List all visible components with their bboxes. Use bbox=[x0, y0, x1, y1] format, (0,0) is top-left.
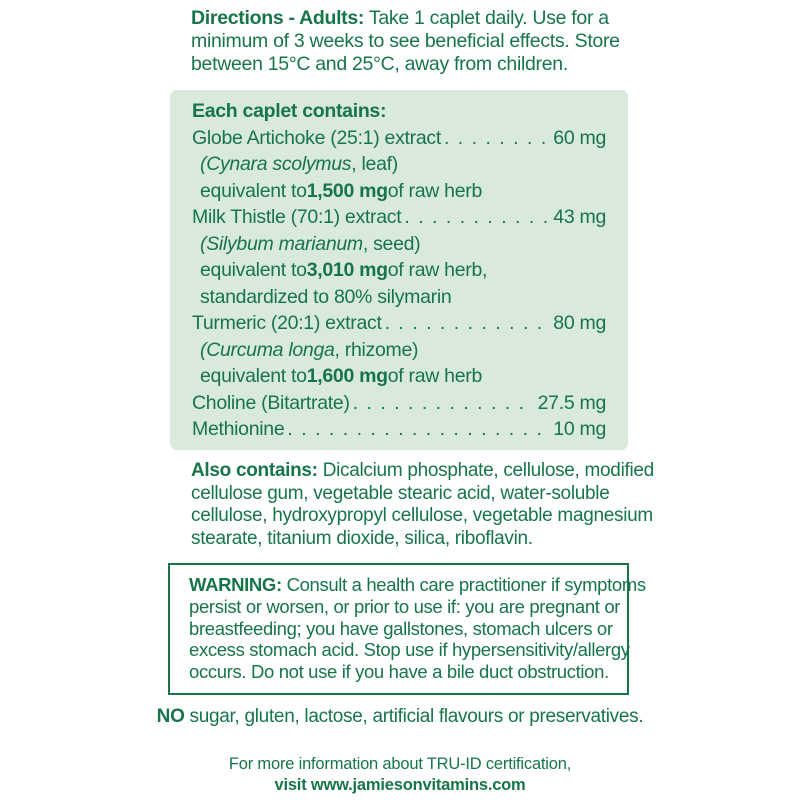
medicinal-ingredients-box bbox=[170, 90, 628, 450]
ingredient-row bbox=[192, 310, 606, 337]
text-line bbox=[191, 30, 620, 53]
text-segment: excess stomach acid. Stop use if hypersensitivity/allergy bbox=[189, 639, 630, 661]
ingredient-name: Choline (Bitartrate) bbox=[192, 391, 350, 414]
text-segment: occurs. Do not use if you have a bile duct obstruction. bbox=[189, 661, 609, 683]
ingredient-amount: 43 mg bbox=[553, 206, 606, 228]
ingredient-subline bbox=[192, 284, 606, 311]
ingredient-row bbox=[192, 416, 606, 443]
text-segment: equivalent to bbox=[200, 259, 307, 281]
ingredient-subline bbox=[192, 231, 606, 258]
text-line bbox=[191, 528, 654, 551]
text-line bbox=[191, 7, 620, 30]
ingredient-subline bbox=[192, 257, 606, 284]
text-segment: NO bbox=[156, 706, 185, 727]
text-segment: Take 1 caplet daily. Use for a bbox=[364, 7, 609, 29]
text-segment: cellulose gum, vegetable stearic acid, water-soluble bbox=[191, 482, 610, 504]
text-line bbox=[191, 483, 654, 506]
text-line bbox=[189, 618, 611, 640]
text-segment: 1,600 mg bbox=[306, 365, 388, 387]
text-segment: (Silybum marianum bbox=[200, 232, 363, 255]
text-line bbox=[191, 53, 620, 76]
ingredient-name: Globe Artichoke (25:1) extract bbox=[192, 126, 441, 149]
text-line bbox=[189, 639, 630, 661]
text-segment: (Curcuma longa bbox=[200, 338, 335, 361]
text-line bbox=[189, 595, 621, 618]
text-segment: , seed) bbox=[362, 232, 421, 255]
text-segment: of raw herb, bbox=[387, 259, 488, 281]
ingredient-row bbox=[192, 125, 606, 152]
footer-info-line: For more information about TRU-ID certification, bbox=[228, 755, 572, 773]
text-segment: sugar, gluten, lactose, artificial flavours or preservatives. bbox=[184, 706, 644, 727]
text-segment: stearate, titanium dioxide, silica, riboflavin. bbox=[191, 527, 533, 549]
ingredient-subline bbox=[192, 363, 606, 390]
ingredients-box-heading: Each caplet contains: bbox=[192, 100, 387, 122]
text-segment: , rhizome) bbox=[334, 338, 419, 361]
text-segment: Consult a health care practitioner if symptoms bbox=[281, 574, 646, 595]
ingredient-subline bbox=[192, 337, 606, 364]
text-line bbox=[0, 706, 800, 728]
ingredient-rows bbox=[192, 125, 606, 443]
text-segment: 3,010 mg bbox=[306, 259, 388, 281]
text-segment: Dicalcium phosphate, cellulose, modified bbox=[317, 460, 654, 481]
ingredient-subline bbox=[192, 151, 606, 178]
ingredient-name: Turmeric (20:1) extract bbox=[192, 312, 382, 334]
text-segment: Also contains: bbox=[191, 460, 318, 481]
ingredient-amount: 10 mg bbox=[553, 418, 606, 440]
text-segment: cellulose, hydroxypropyl cellulose, vegetable magnesium bbox=[191, 505, 653, 526]
text-segment: (Cynara scolymus bbox=[200, 153, 352, 175]
ingredient-amount: 60 mg bbox=[553, 126, 606, 149]
text-segment: Directions - Adults: bbox=[191, 7, 365, 29]
ingredient-row bbox=[192, 390, 606, 417]
free-from-statement bbox=[0, 706, 800, 728]
dot-leader bbox=[404, 204, 548, 231]
directions-section bbox=[191, 7, 620, 76]
ingredient-name: Milk Thistle (70:1) extract bbox=[192, 206, 402, 228]
dot-leader bbox=[287, 416, 548, 443]
ingredient-row bbox=[192, 204, 606, 231]
text-segment: minimum of 3 weeks to see beneficial effects. Store bbox=[191, 30, 620, 52]
footer-website-line: visit www.jamiesonvitamins.com bbox=[274, 776, 526, 794]
text-segment: WARNING: bbox=[189, 574, 282, 595]
footer bbox=[0, 754, 800, 796]
text-segment: equivalent to bbox=[200, 179, 307, 202]
warning-box bbox=[168, 563, 646, 695]
dot-leader bbox=[385, 310, 549, 337]
text-segment: breastfeeding; you have gallstones, stomach ulcers or bbox=[189, 617, 613, 639]
text-segment: of raw herb bbox=[387, 365, 483, 387]
also-contains-section bbox=[191, 460, 654, 550]
dot-leader bbox=[444, 125, 548, 152]
ingredient-amount: 27.5 mg bbox=[537, 391, 606, 414]
text-line bbox=[189, 661, 611, 683]
text-segment: , leaf) bbox=[351, 153, 398, 175]
text-segment: equivalent to bbox=[200, 365, 307, 387]
text-line bbox=[189, 574, 646, 596]
ingredient-subline bbox=[192, 178, 606, 205]
text-segment: 1,500 mg bbox=[306, 179, 388, 202]
text-line bbox=[191, 505, 654, 528]
dot-leader bbox=[353, 390, 533, 417]
text-line bbox=[191, 460, 654, 483]
text-segment: of raw herb bbox=[387, 179, 483, 202]
ingredient-name: Methionine bbox=[192, 418, 285, 440]
ingredient-amount: 80 mg bbox=[553, 312, 606, 334]
text-segment: persist or worsen, or prior to use if: you are pregnant or bbox=[189, 595, 621, 617]
text-segment: between 15°C and 25°C, away from children. bbox=[191, 53, 568, 75]
text-segment: standardized to 80% silymarin bbox=[200, 285, 452, 308]
